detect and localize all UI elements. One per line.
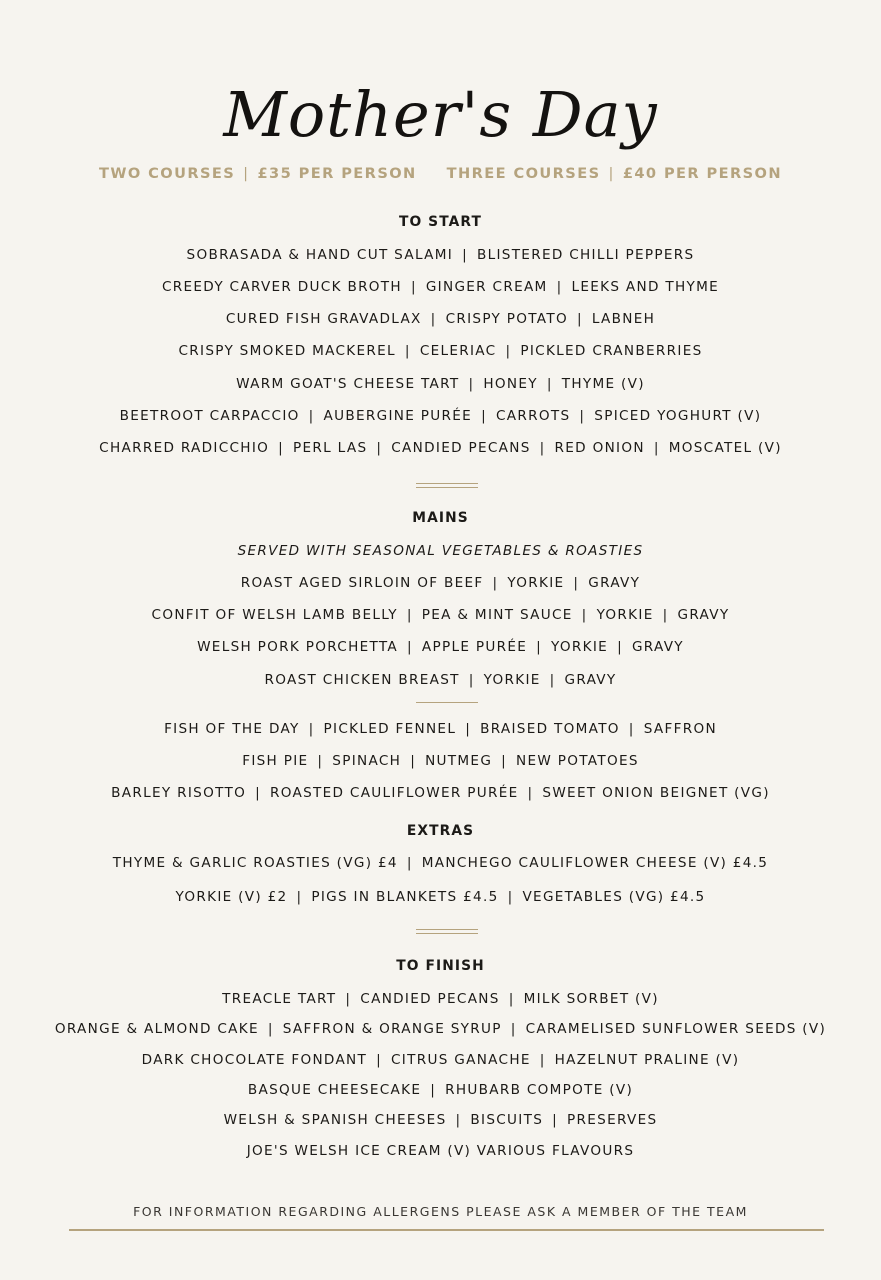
menu-item: BARLEY RISOTTO xyxy=(111,785,247,801)
separator: | xyxy=(376,440,383,456)
separator: | xyxy=(573,575,580,591)
menu-item: LEEKS AND THYME xyxy=(571,279,720,295)
menu-item: WELSH PORK PORCHETTA xyxy=(197,639,398,655)
menu-item: CRISPY POTATO xyxy=(445,311,568,327)
separator: | xyxy=(546,376,553,392)
menu-line xyxy=(0,989,881,1009)
separator: | xyxy=(552,1112,559,1128)
menu-item: PICKLED FENNEL xyxy=(323,721,457,737)
separator: | xyxy=(505,343,512,359)
ice-cream-flavours: VARIOUS FLAVOURS xyxy=(476,1143,635,1159)
menu-item: BRAISED TOMATO xyxy=(480,721,620,737)
menu-line xyxy=(0,783,881,803)
menu-item: MILK SORBET (V) xyxy=(523,991,659,1007)
menu-line xyxy=(0,751,881,771)
menu-item: FISH PIE xyxy=(242,753,309,769)
menu-item: GINGER CREAM xyxy=(425,279,548,295)
menu-item: PERL LAS xyxy=(293,440,368,456)
menu-item: CRISPY SMOKED MACKEREL xyxy=(178,343,396,359)
separator: | xyxy=(278,440,285,456)
menu-item: SAFFRON xyxy=(643,721,717,737)
separator: | xyxy=(430,1082,437,1098)
menu-line xyxy=(0,573,881,593)
menu-line xyxy=(0,277,881,297)
menu-item: MANCHEGO CAULIFLOWER CHEESE (V) £4.5 xyxy=(421,855,769,871)
menu-item: PEA & MINT SAUCE xyxy=(421,607,573,623)
menu-line xyxy=(0,719,881,739)
menu-item: YORKIE (V) £2 xyxy=(175,889,288,905)
menu-item: CARROTS xyxy=(495,408,571,424)
menu-item: CREEDY CARVER DUCK BROTH xyxy=(161,279,402,295)
separator: | xyxy=(468,672,475,688)
menu-item: CURED FISH GRAVADLAX xyxy=(225,311,422,327)
menu-item: GRAVY xyxy=(631,639,684,655)
menu-item: ROAST AGED SIRLOIN OF BEEF xyxy=(240,575,484,591)
menu-item: CARAMELISED SUNFLOWER SEEDS (V) xyxy=(525,1021,827,1037)
allergen-notice: FOR INFORMATION REGARDING ALLERGENS PLEASE ASK A MEMBER OF THE TEAM xyxy=(133,1204,748,1219)
menu-item: CELERIAC xyxy=(419,343,497,359)
menu-title: Mother's Day xyxy=(223,78,658,151)
menu-item: APPLE PURÉE xyxy=(421,639,528,655)
separator: | xyxy=(410,753,417,769)
menu-line xyxy=(0,1019,881,1039)
mains-heading: MAINS xyxy=(412,510,469,526)
menu-item: PICKLED CRANBERRIES xyxy=(520,343,703,359)
menu-item: VEGETABLES (VG) £4.5 xyxy=(522,889,706,905)
separator: | xyxy=(617,639,623,655)
menu-item: THYME (V) xyxy=(561,376,645,392)
menu-item: DARK CHOCOLATE FONDANT xyxy=(141,1052,368,1068)
separator: | xyxy=(255,785,261,801)
menu-line xyxy=(0,670,881,690)
menu-item: HONEY xyxy=(483,376,538,392)
menu-item: AUBERGINE PURÉE xyxy=(323,408,473,424)
separator: | xyxy=(608,165,615,182)
menu-item: YORKIE xyxy=(507,575,565,591)
menu-item: ROAST CHICKEN BREAST xyxy=(264,672,460,688)
menu-item: MOSCATEL (V) xyxy=(668,440,782,456)
menu-item: HAZELNUT PRALINE (V) xyxy=(554,1052,740,1068)
separator: | xyxy=(507,889,514,905)
separator: | xyxy=(243,165,250,182)
menu-item: THYME & GARLIC ROASTIES (VG) £4 xyxy=(112,855,398,871)
separator: | xyxy=(510,1021,517,1037)
separator: | xyxy=(296,889,303,905)
menu-line-ice-cream xyxy=(0,1141,881,1161)
menu-line xyxy=(0,406,881,426)
menu-line xyxy=(0,887,881,907)
separator: | xyxy=(536,639,543,655)
menu-item: RED ONION xyxy=(554,440,645,456)
menu-item: PIGS IN BLANKETS £4.5 xyxy=(311,889,499,905)
menu-item: CANDIED PECANS xyxy=(391,440,531,456)
separator: | xyxy=(468,376,475,392)
separator: | xyxy=(549,672,556,688)
three-courses-price: £40 PER PERSON xyxy=(622,165,782,182)
separator: | xyxy=(267,1021,274,1037)
footer-rule xyxy=(69,1229,824,1231)
menu-item: WARM GOAT'S CHEESE TART xyxy=(236,376,460,392)
menu-item: ORANGE & ALMOND CAKE xyxy=(54,1021,259,1037)
separator: | xyxy=(308,408,315,424)
separator: | xyxy=(539,440,546,456)
menu-line xyxy=(0,374,881,394)
separator: | xyxy=(653,440,660,456)
separator: | xyxy=(407,639,413,655)
menu-line xyxy=(0,853,881,873)
separator: | xyxy=(581,607,588,623)
menu-item: FISH OF THE DAY xyxy=(164,721,300,737)
menu-item: GRAVY xyxy=(677,607,730,623)
menu-item: BEETROOT CARPACCIO xyxy=(119,408,300,424)
menu-line xyxy=(0,438,881,458)
separator: | xyxy=(579,408,586,424)
separator: | xyxy=(406,855,413,871)
separator: | xyxy=(508,991,515,1007)
menu-item: WELSH & SPANISH CHEESES xyxy=(223,1112,447,1128)
menu-item: ROASTED CAULIFLOWER PURÉE xyxy=(269,785,519,801)
separator: | xyxy=(462,247,468,263)
pricing-line xyxy=(0,164,881,184)
menu-item: BISCUITS xyxy=(470,1112,544,1128)
section-divider xyxy=(416,483,478,489)
menu-item: SAFFRON & ORANGE SYRUP xyxy=(282,1021,502,1037)
mains-divider xyxy=(416,702,478,703)
menu-item: BASQUE CHEESECAKE xyxy=(247,1082,422,1098)
menu-item: CHARRED RADICCHIO xyxy=(99,440,270,456)
menu-item: CITRUS GANACHE xyxy=(391,1052,531,1068)
separator: | xyxy=(317,753,324,769)
mains-subheading: SERVED WITH SEASONAL VEGETABLES & ROASTIES xyxy=(237,543,644,559)
menu-item: NUTMEG xyxy=(425,753,493,769)
separator: | xyxy=(455,1112,462,1128)
menu-line xyxy=(0,245,881,265)
separator: | xyxy=(430,311,437,327)
menu-line xyxy=(0,1050,881,1070)
menu-line xyxy=(0,1080,881,1100)
menu-line xyxy=(0,341,881,361)
menu-item: SOBRASADA & HAND CUT SALAMI xyxy=(186,247,454,263)
separator: | xyxy=(662,607,669,623)
menu-item: SWEET ONION BEIGNET (VG) xyxy=(542,785,770,801)
separator: | xyxy=(404,343,411,359)
menu-line xyxy=(0,309,881,329)
menu-item: PRESERVES xyxy=(567,1112,658,1128)
separator: | xyxy=(376,1052,383,1068)
menu-line xyxy=(0,605,881,625)
separator: | xyxy=(527,785,534,801)
menu-item: GRAVY xyxy=(588,575,641,591)
separator: | xyxy=(406,607,413,623)
to-start-heading: TO START xyxy=(398,214,483,230)
separator: | xyxy=(628,721,635,737)
separator: | xyxy=(501,753,508,769)
section-divider xyxy=(416,929,478,935)
menu-item: LABNEH xyxy=(591,311,656,327)
menu-item: NEW POTATOES xyxy=(516,753,639,769)
menu-line xyxy=(0,1110,881,1130)
separator: | xyxy=(492,575,499,591)
separator: | xyxy=(465,721,472,737)
menu-item: TREACLE TART xyxy=(222,991,337,1007)
menu-item: CONFIT OF WELSH LAMB BELLY xyxy=(151,607,398,623)
separator: | xyxy=(539,1052,546,1068)
menu-item: YORKIE xyxy=(483,672,541,688)
two-courses-price: £35 PER PERSON xyxy=(257,165,417,182)
separator: | xyxy=(410,279,417,295)
menu-item: GRAVY xyxy=(564,672,617,688)
menu-item: BLISTERED CHILLI PEPPERS xyxy=(476,247,695,263)
two-courses-label: TWO COURSES xyxy=(99,165,236,182)
menu-item: SPINACH xyxy=(332,753,402,769)
separator: | xyxy=(556,279,563,295)
separator: | xyxy=(481,408,487,424)
separator: | xyxy=(576,311,583,327)
menu-line xyxy=(0,637,881,657)
menu-item: CANDIED PECANS xyxy=(360,991,500,1007)
separator: | xyxy=(345,991,352,1007)
extras-heading: EXTRAS xyxy=(406,823,475,839)
to-finish-heading: TO FINISH xyxy=(396,958,485,974)
ice-cream-item: JOE'S WELSH ICE CREAM (V) xyxy=(246,1143,472,1159)
menu-item: YORKIE xyxy=(596,607,654,623)
menu-item: YORKIE xyxy=(551,639,609,655)
separator: | xyxy=(308,721,315,737)
menu-item: RHUBARB COMPOTE (V) xyxy=(445,1082,634,1098)
menu-item: SPICED YOGHURT (V) xyxy=(594,408,762,424)
three-courses-label: THREE COURSES xyxy=(446,165,601,182)
